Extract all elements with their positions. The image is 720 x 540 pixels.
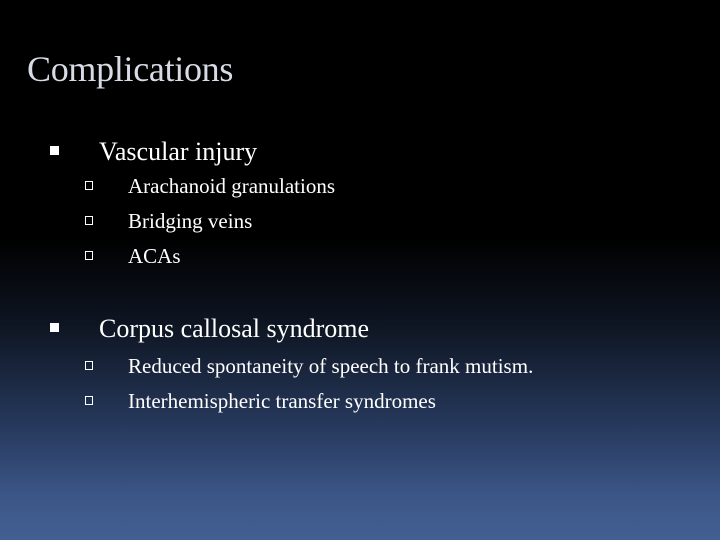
bullet-text: Vascular injury: [99, 137, 258, 166]
sub-bullet-text: ACAs: [128, 244, 181, 268]
hollow-square-bullet-icon: [85, 216, 93, 225]
hollow-square-bullet-icon: [85, 181, 93, 190]
sub-bullet-arachanoid-granulations: [0, 174, 720, 200]
filled-square-bullet-icon: [50, 146, 59, 155]
hollow-square-bullet-icon: [85, 396, 93, 405]
sub-bullet-text: Arachanoid granulations: [128, 174, 336, 198]
bullet-corpus-callosal-syndrome: [0, 314, 720, 346]
sub-bullet-text: Reduced spontaneity of speech to frank mutism.: [128, 354, 534, 378]
bullet-vascular-injury: [0, 137, 720, 169]
hollow-square-bullet-icon: [85, 361, 93, 370]
bullet-text: Corpus callosal syndrome: [99, 314, 370, 343]
hollow-square-bullet-icon: [85, 251, 93, 260]
sub-bullet-text: Bridging veins: [128, 209, 253, 233]
sub-bullet-reduced-spontaneity: [0, 354, 720, 380]
slide-title: Complications: [27, 49, 234, 89]
filled-square-bullet-icon: [50, 323, 59, 332]
sub-bullet-interhemispheric-transfer: [0, 389, 720, 415]
sub-bullet-bridging-veins: [0, 209, 720, 235]
sub-bullet-text: Interhemispheric transfer syndromes: [128, 389, 436, 413]
sub-bullet-acas: [0, 244, 720, 270]
